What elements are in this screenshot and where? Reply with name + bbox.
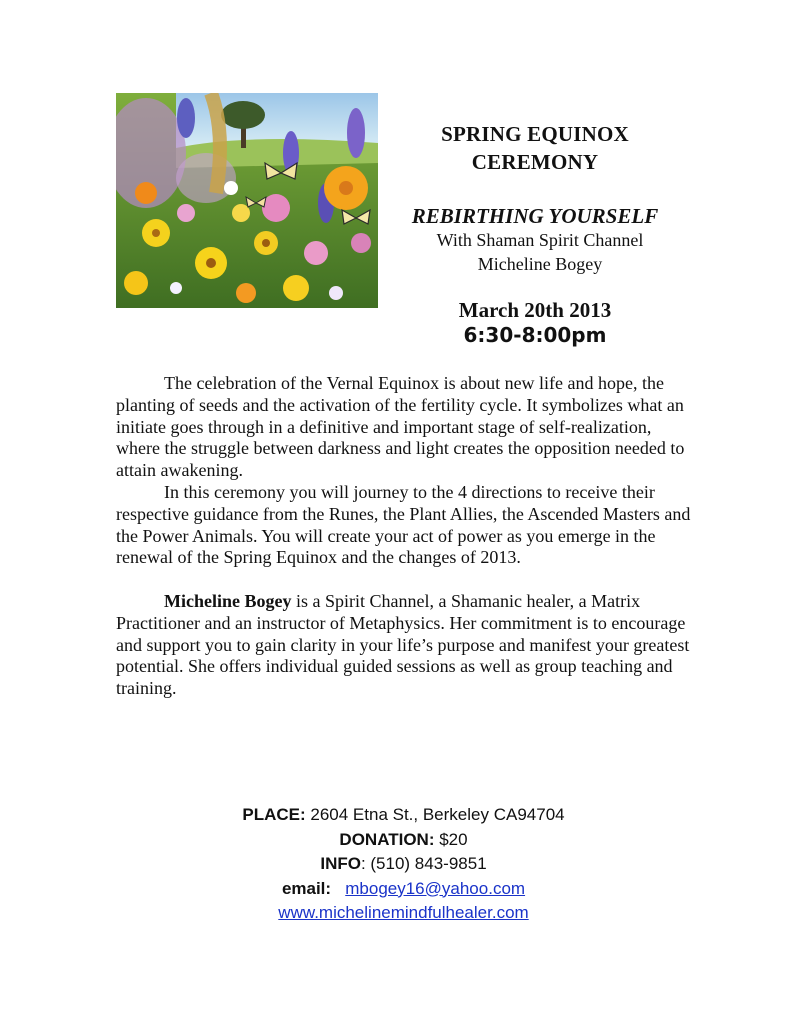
event-date: March 20th 2013: [458, 298, 612, 322]
website-link[interactable]: www.michelinemindfulhealer.com: [278, 903, 529, 922]
website-row: [116, 901, 691, 926]
donation-row: [116, 828, 691, 853]
info-label: INFO: [320, 854, 361, 873]
paragraph-bio: [116, 591, 691, 700]
presenter-role: With Shaman Spirit Channel: [436, 230, 644, 250]
contact-info: [116, 803, 691, 926]
donation-label: DONATION:: [339, 829, 435, 849]
place-value: 2604 Etna St., Berkeley CA94704: [305, 805, 565, 824]
title-line-1: SPRING EQUINOX: [441, 122, 629, 146]
event-subtitle: REBIRTHING YOURSELF: [411, 204, 659, 228]
bio-text: is a Spirit Channel, a Shamanic healer, a Matrix Practitioner and an instructor of Metaphysics. Her commitment is to encourage and support you to gain clarity in your life’s purpose and manifest your greatest potential. She offers individual guided sessions as well as group teaching and training.: [116, 590, 690, 699]
paragraph-vernal-equinox: The celebration of the Vernal Equinox is about new life and hope, the planting of seeds and the activation of the fertility cycle. It symbolizes what an initiate goes through in a definitive and important stage of self-realization, where the struggle between darkness and light creates the opposition needed to attain awakening.: [116, 373, 685, 481]
event-description: [116, 373, 691, 700]
title-line-2: CEREMONY: [471, 150, 599, 174]
place-row: [116, 803, 691, 828]
info-row: [116, 852, 691, 877]
paragraph-ceremony: In this ceremony you will journey to the 4 directions to receive their respective guidance from the Runes, the Plant Allies, the Ascended Masters and the Power Animals. You will create your act of power as you emerge in the renewal of the Spring Equinox and the changes of 2013.: [116, 481, 691, 568]
event-title: [390, 120, 680, 176]
event-time: 6:30-8:00pm: [463, 323, 607, 347]
email-label: email:: [281, 878, 332, 898]
email-row: [116, 877, 691, 902]
info-value: : (510) 843-9851: [360, 854, 487, 873]
place-label: PLACE:: [242, 805, 306, 824]
presenter-line: [380, 228, 700, 276]
wildflower-illustration: [116, 93, 378, 308]
presenter-name: Micheline Bogey: [477, 254, 603, 274]
donation-value: $20: [434, 829, 468, 849]
bio-name: Micheline Bogey: [164, 590, 292, 611]
email-link[interactable]: mbogey16@yahoo.com: [345, 878, 526, 898]
wildflower-photo: [116, 93, 378, 308]
